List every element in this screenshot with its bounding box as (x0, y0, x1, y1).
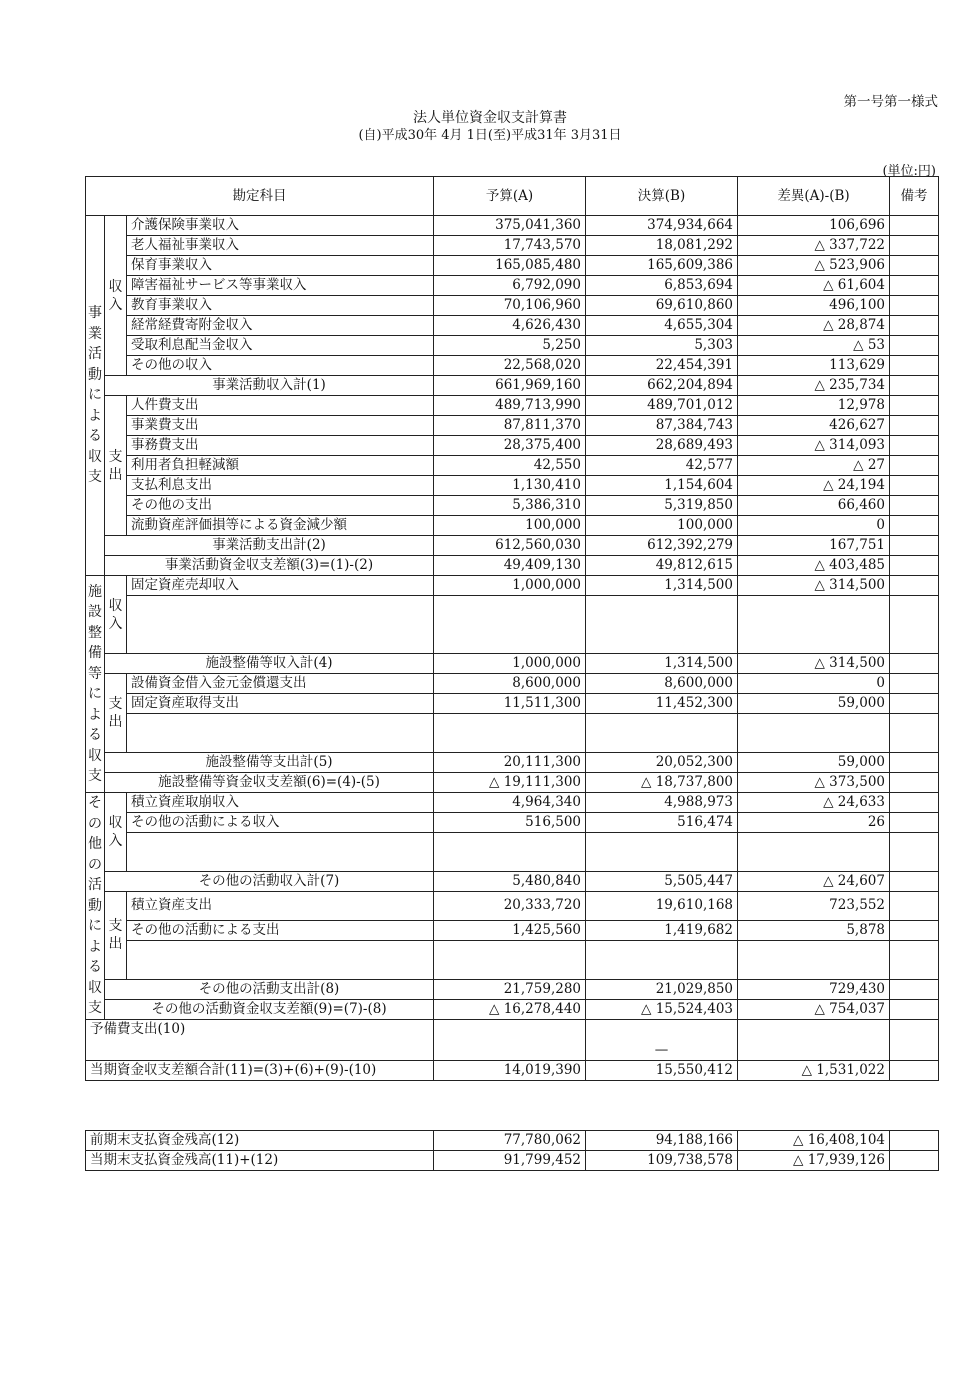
table-row (86, 476, 939, 496)
actual-cell: 94,188,166 (586, 1131, 738, 1151)
table-row (86, 496, 939, 516)
blank-cell (434, 596, 586, 616)
notes-cell (890, 1151, 939, 1171)
diff-cell: 426,627 (738, 416, 890, 436)
blank-row (86, 634, 939, 654)
diff-cell: 496,100 (738, 296, 890, 316)
blank-cell (738, 960, 890, 980)
blank-cell (738, 852, 890, 872)
income-label-operating (105, 216, 127, 376)
diff-cell: △ 403,485 (738, 556, 890, 576)
income-label-other (105, 793, 127, 872)
budget-cell: 8,600,000 (434, 674, 586, 694)
notes-cell (890, 356, 939, 376)
income-label-facility-text: 収入 (108, 597, 123, 632)
blank-cell (127, 833, 434, 853)
expense-label-operating-text: 支出 (108, 448, 123, 483)
table-row (86, 256, 939, 276)
table-row (86, 920, 939, 940)
diff-cell: △ 337,722 (738, 236, 890, 256)
budget-cell: 489,713,990 (434, 396, 586, 416)
blank-cell (738, 634, 890, 654)
actual-cell: 69,610,860 (586, 296, 738, 316)
expense-label-facility (105, 674, 127, 753)
budget-cell: 165,085,480 (434, 256, 586, 276)
diff-cell: 106,696 (738, 216, 890, 236)
actual-cell: 4,988,973 (586, 793, 738, 813)
blank-cell (434, 714, 586, 734)
notes-cell (890, 872, 939, 892)
budget-cell: 22,568,020 (434, 356, 586, 376)
notes-cell (890, 376, 939, 396)
cash-flow-table (85, 176, 939, 1081)
period: (自)平成30年 4月 1日(至)平成31年 3月31日 (358, 128, 622, 143)
table-row (86, 674, 939, 694)
actual-cell: 15,550,412 (586, 1060, 738, 1080)
actual-cell: △ 18,737,800 (586, 773, 738, 793)
diff-cell: 12,978 (738, 396, 890, 416)
actual-cell: 8,600,000 (586, 674, 738, 694)
actual-cell: 1,419,682 (586, 920, 738, 940)
table-row (86, 516, 939, 536)
account-name: 人件費支出 (127, 396, 434, 416)
account-name: 事業費支出 (127, 416, 434, 436)
summary-label: 当期末支払資金残高(11)+(12) (86, 1151, 434, 1171)
table-row (86, 396, 939, 416)
blank-row (86, 852, 939, 872)
budget-cell: 5,480,840 (434, 872, 586, 892)
section-label-other-text: その他の活動による収支 (88, 795, 102, 1016)
account-name: 経常経費寄附金収入 (127, 316, 434, 336)
blank-cell (127, 940, 434, 960)
account-name: 受取利息配当金収入 (127, 336, 434, 356)
reserve-row (86, 1019, 939, 1060)
notes-cell (890, 1060, 939, 1080)
blank-cell (127, 615, 434, 634)
blank-row (86, 714, 939, 734)
budget-cell: 28,375,400 (434, 436, 586, 456)
actual-cell: 18,081,292 (586, 236, 738, 256)
account-name: その他の収入 (127, 356, 434, 376)
form-number: 第一号第一様式 (843, 94, 938, 110)
notes-cell (890, 1131, 939, 1151)
actual-cell: 489,701,012 (586, 396, 738, 416)
blank-cell (738, 940, 890, 960)
account-name: その他の支出 (127, 496, 434, 516)
notes-cell (890, 960, 939, 980)
blank-cell (586, 960, 738, 980)
diff-cell: 26 (738, 813, 890, 833)
actual-cell: 109,738,578 (586, 1151, 738, 1171)
period-total-label: 当期資金収支差額合計(11)=(3)+(6)+(9)-(10) (86, 1060, 434, 1080)
actual-cell: 100,000 (586, 516, 738, 536)
blank-cell (434, 833, 586, 853)
blank-cell (738, 615, 890, 634)
diff-cell: △ 523,906 (738, 256, 890, 276)
blank-cell (586, 852, 738, 872)
notes-cell (890, 336, 939, 356)
notes-cell (890, 940, 939, 960)
account-name: 支払利息支出 (127, 476, 434, 496)
notes-cell (890, 496, 939, 516)
diff-cell: △ 24,607 (738, 872, 890, 892)
table-row (86, 436, 939, 456)
blank-row (86, 615, 939, 634)
income-label-other-text: 収入 (108, 815, 123, 849)
budget-cell (434, 1019, 586, 1060)
blank-row (86, 596, 939, 616)
notes-cell (890, 920, 939, 940)
table-row (86, 276, 939, 296)
notes-cell (890, 852, 939, 872)
blank-cell (434, 940, 586, 960)
diff-cell: 0 (738, 516, 890, 536)
account-name: 固定資産取得支出 (127, 694, 434, 714)
notes-cell (890, 296, 939, 316)
blank-cell (127, 634, 434, 654)
section-label-operating-text: 事業活動による収支 (88, 305, 102, 486)
balance-row (86, 773, 939, 793)
period-total-row (86, 1060, 939, 1080)
actual-cell: 49,812,615 (586, 556, 738, 576)
notes-cell (890, 556, 939, 576)
balance-table (85, 1130, 939, 1171)
table-row (86, 316, 939, 336)
income-total-row (86, 376, 939, 396)
diff-cell: △ 314,500 (738, 654, 890, 674)
budget-cell: 20,333,720 (434, 892, 586, 921)
blank-cell (586, 615, 738, 634)
account-name: 教育事業収入 (127, 296, 434, 316)
blank-cell (127, 852, 434, 872)
blank-cell (434, 960, 586, 980)
table-row (86, 296, 939, 316)
budget-cell: 17,743,570 (434, 236, 586, 256)
notes-cell (890, 793, 939, 813)
account-name: 利用者負担軽減額 (127, 456, 434, 476)
account-name: 老人福祉事業収入 (127, 236, 434, 256)
budget-cell: 70,106,960 (434, 296, 586, 316)
diff-cell: △ 754,037 (738, 999, 890, 1019)
budget-cell: 21,759,280 (434, 979, 586, 999)
expense-total-label: その他の活動支出計(8) (105, 979, 434, 999)
budget-cell: △ 16,278,440 (434, 999, 586, 1019)
blank-cell (586, 596, 738, 616)
blank-cell (738, 833, 890, 853)
notes-cell (890, 236, 939, 256)
header-diff: 差異(A)-(B) (738, 177, 890, 216)
actual-cell: 1,154,604 (586, 476, 738, 496)
table-row (86, 813, 939, 833)
balance-row (86, 556, 939, 576)
notes-cell (890, 753, 939, 773)
blank-cell (434, 733, 586, 753)
balance-label: その他の活動資金収支差額(9)=(7)-(8) (105, 999, 434, 1019)
diff-cell: △ 53 (738, 336, 890, 356)
notes-cell (890, 476, 939, 496)
blank-row (86, 940, 939, 960)
diff-cell (738, 1019, 890, 1060)
actual-cell: 662,204,894 (586, 376, 738, 396)
account-name: 障害福祉サービス等事業収入 (127, 276, 434, 296)
header-row (86, 177, 939, 216)
diff-cell: 5,878 (738, 920, 890, 940)
table-row (86, 356, 939, 376)
actual-cell: 1,314,500 (586, 654, 738, 674)
diff-cell: 723,552 (738, 892, 890, 921)
blank-cell (738, 733, 890, 753)
budget-cell: 100,000 (434, 516, 586, 536)
summary-row (86, 1151, 939, 1171)
notes-cell (890, 733, 939, 753)
actual-cell: 5,319,850 (586, 496, 738, 516)
budget-cell: 612,560,030 (434, 536, 586, 556)
notes-cell (890, 276, 939, 296)
budget-cell: 375,041,360 (434, 216, 586, 236)
budget-cell: 20,111,300 (434, 753, 586, 773)
actual-cell: △ 15,524,403 (586, 999, 738, 1019)
budget-cell: 516,500 (434, 813, 586, 833)
budget-cell: 1,000,000 (434, 654, 586, 674)
diff-cell: △ 27 (738, 456, 890, 476)
blank-cell (127, 960, 434, 980)
table-row (86, 576, 939, 596)
account-name: 積立資産支出 (127, 892, 434, 921)
account-name: 設備資金借入金元金償還支出 (127, 674, 434, 694)
expense-total-row (86, 753, 939, 773)
income-total-label: 事業活動収入計(1) (105, 376, 434, 396)
expense-total-label: 施設整備等支出計(5) (105, 753, 434, 773)
actual-cell: 374,934,664 (586, 216, 738, 236)
budget-cell: 77,780,062 (434, 1131, 586, 1151)
notes-cell (890, 216, 939, 236)
section-label-facility-text: 施設整備等による収支 (88, 583, 102, 784)
section-label-facility (86, 576, 105, 793)
header-budget: 予算(A) (434, 177, 586, 216)
blank-cell (586, 733, 738, 753)
diff-cell: △ 235,734 (738, 376, 890, 396)
notes-cell (890, 456, 939, 476)
notes-cell (890, 773, 939, 793)
blank-cell (586, 833, 738, 853)
notes-cell (890, 674, 939, 694)
income-total-label: 施設整備等収入計(4) (105, 654, 434, 674)
expense-total-row (86, 536, 939, 556)
diff-cell: △ 373,500 (738, 773, 890, 793)
actual-cell: 42,577 (586, 456, 738, 476)
table-row (86, 216, 939, 236)
actual-cell: 11,452,300 (586, 694, 738, 714)
actual-cell: 1,314,500 (586, 576, 738, 596)
diff-cell: 0 (738, 674, 890, 694)
notes-cell (890, 596, 939, 616)
table-row (86, 236, 939, 256)
balance-row (86, 999, 939, 1019)
budget-cell: 5,250 (434, 336, 586, 356)
notes-cell (890, 999, 939, 1019)
actual-cell: 5,303 (586, 336, 738, 356)
actual-cell: 87,384,743 (586, 416, 738, 436)
account-name: 介護保険事業収入 (127, 216, 434, 236)
blank-cell (586, 940, 738, 960)
income-total-row (86, 654, 939, 674)
budget-cell: 4,626,430 (434, 316, 586, 336)
actual-cell: 19,610,168 (586, 892, 738, 921)
diff-cell: △ 16,408,104 (738, 1131, 890, 1151)
table-row (86, 416, 939, 436)
budget-cell: 14,019,390 (434, 1060, 586, 1080)
budget-cell: 1,000,000 (434, 576, 586, 596)
income-total-label: その他の活動収入計(7) (105, 872, 434, 892)
blank-cell (434, 852, 586, 872)
diff-cell: △ 28,874 (738, 316, 890, 336)
notes-cell (890, 416, 939, 436)
blank-cell (434, 634, 586, 654)
diff-cell: △ 314,500 (738, 576, 890, 596)
budget-cell: 91,799,452 (434, 1151, 586, 1171)
expense-total-label: 事業活動支出計(2) (105, 536, 434, 556)
notes-cell (890, 436, 939, 456)
budget-cell: △ 19,111,300 (434, 773, 586, 793)
account-name: 積立資産取崩収入 (127, 793, 434, 813)
diff-cell: △ 17,939,126 (738, 1151, 890, 1171)
table-row (86, 456, 939, 476)
budget-cell: 1,425,560 (434, 920, 586, 940)
blank-row (86, 833, 939, 853)
actual-cell: 21,029,850 (586, 979, 738, 999)
balance-label: 施設整備等資金収支差額(6)=(4)-(5) (105, 773, 434, 793)
diff-cell: 59,000 (738, 694, 890, 714)
account-name: 流動資産評価損等による資金減少額 (127, 516, 434, 536)
blank-cell (434, 615, 586, 634)
actual-cell: 6,853,694 (586, 276, 738, 296)
table-row (86, 892, 939, 921)
account-name: その他の活動による収入 (127, 813, 434, 833)
blank-cell (586, 714, 738, 734)
expense-total-row (86, 979, 939, 999)
notes-cell (890, 634, 939, 654)
diff-cell: △ 24,633 (738, 793, 890, 813)
actual-cell: 165,609,386 (586, 256, 738, 276)
notes-cell (890, 654, 939, 674)
notes-cell (890, 615, 939, 634)
header-account: 勘定科目 (86, 177, 434, 216)
reserve-label: 予備費支出(10) (86, 1019, 434, 1060)
budget-cell: 49,409,130 (434, 556, 586, 576)
blank-row (86, 733, 939, 753)
actual-cell: 20,052,300 (586, 753, 738, 773)
balance-label: 事業活動資金収支差額(3)=(1)-(2) (105, 556, 434, 576)
notes-cell (890, 576, 939, 596)
budget-cell: 5,386,310 (434, 496, 586, 516)
blank-cell (738, 714, 890, 734)
unit-label: (単位:円) (882, 164, 936, 179)
header-notes: 備考 (890, 177, 939, 216)
expense-label-other (105, 892, 127, 980)
blank-cell (127, 733, 434, 753)
account-name: 固定資産売却収入 (127, 576, 434, 596)
income-label-facility (105, 576, 127, 654)
diff-cell: △ 314,093 (738, 436, 890, 456)
diff-cell: △ 24,194 (738, 476, 890, 496)
budget-cell: 4,964,340 (434, 793, 586, 813)
expense-label-operating (105, 396, 127, 536)
page-title: 法人単位資金収支計算書 (413, 110, 567, 126)
actual-cell: 4,655,304 (586, 316, 738, 336)
expense-label-facility-text: 支出 (108, 696, 123, 730)
section-label-other (86, 793, 105, 1020)
actual-cell: 22,454,391 (586, 356, 738, 376)
summary-label: 前期末支払資金残高(12) (86, 1131, 434, 1151)
budget-cell: 1,130,410 (434, 476, 586, 496)
blank-cell (127, 714, 434, 734)
table-row (86, 336, 939, 356)
notes-cell (890, 833, 939, 853)
actual-cell: 28,689,493 (586, 436, 738, 456)
notes-cell (890, 694, 939, 714)
account-name: その他の活動による支出 (127, 920, 434, 940)
summary-row (86, 1131, 939, 1151)
expense-label-other-text: 支出 (108, 918, 123, 953)
budget-cell: 6,792,090 (434, 276, 586, 296)
notes-cell (890, 892, 939, 921)
notes-cell (890, 714, 939, 734)
actual-cell: 612,392,279 (586, 536, 738, 556)
actual-cell: 5,505,447 (586, 872, 738, 892)
diff-cell: 113,629 (738, 356, 890, 376)
account-name: 事務費支出 (127, 436, 434, 456)
notes-cell (890, 813, 939, 833)
budget-cell: 11,511,300 (434, 694, 586, 714)
section-label-operating (86, 216, 105, 576)
diff-cell: 729,430 (738, 979, 890, 999)
budget-cell: 87,811,370 (434, 416, 586, 436)
income-label-operating-text: 収入 (108, 278, 123, 313)
account-name: 保育事業収入 (127, 256, 434, 276)
diff-cell: 167,751 (738, 536, 890, 556)
reserve-actual: — (586, 1019, 738, 1060)
diff-cell: 66,460 (738, 496, 890, 516)
notes-cell (890, 979, 939, 999)
income-total-row (86, 872, 939, 892)
notes-cell (890, 536, 939, 556)
header-actual: 決算(B) (586, 177, 738, 216)
notes-cell (890, 316, 939, 336)
blank-row (86, 960, 939, 980)
blank-cell (738, 596, 890, 616)
notes-cell (890, 516, 939, 536)
blank-cell (586, 634, 738, 654)
actual-cell: 516,474 (586, 813, 738, 833)
table-row (86, 694, 939, 714)
blank-cell (127, 596, 434, 616)
diff-cell: 59,000 (738, 753, 890, 773)
diff-cell: △ 61,604 (738, 276, 890, 296)
table-row (86, 793, 939, 813)
budget-cell: 42,550 (434, 456, 586, 476)
diff-cell: △ 1,531,022 (738, 1060, 890, 1080)
notes-cell (890, 256, 939, 276)
notes-cell (890, 1019, 939, 1060)
notes-cell (890, 396, 939, 416)
budget-cell: 661,969,160 (434, 376, 586, 396)
